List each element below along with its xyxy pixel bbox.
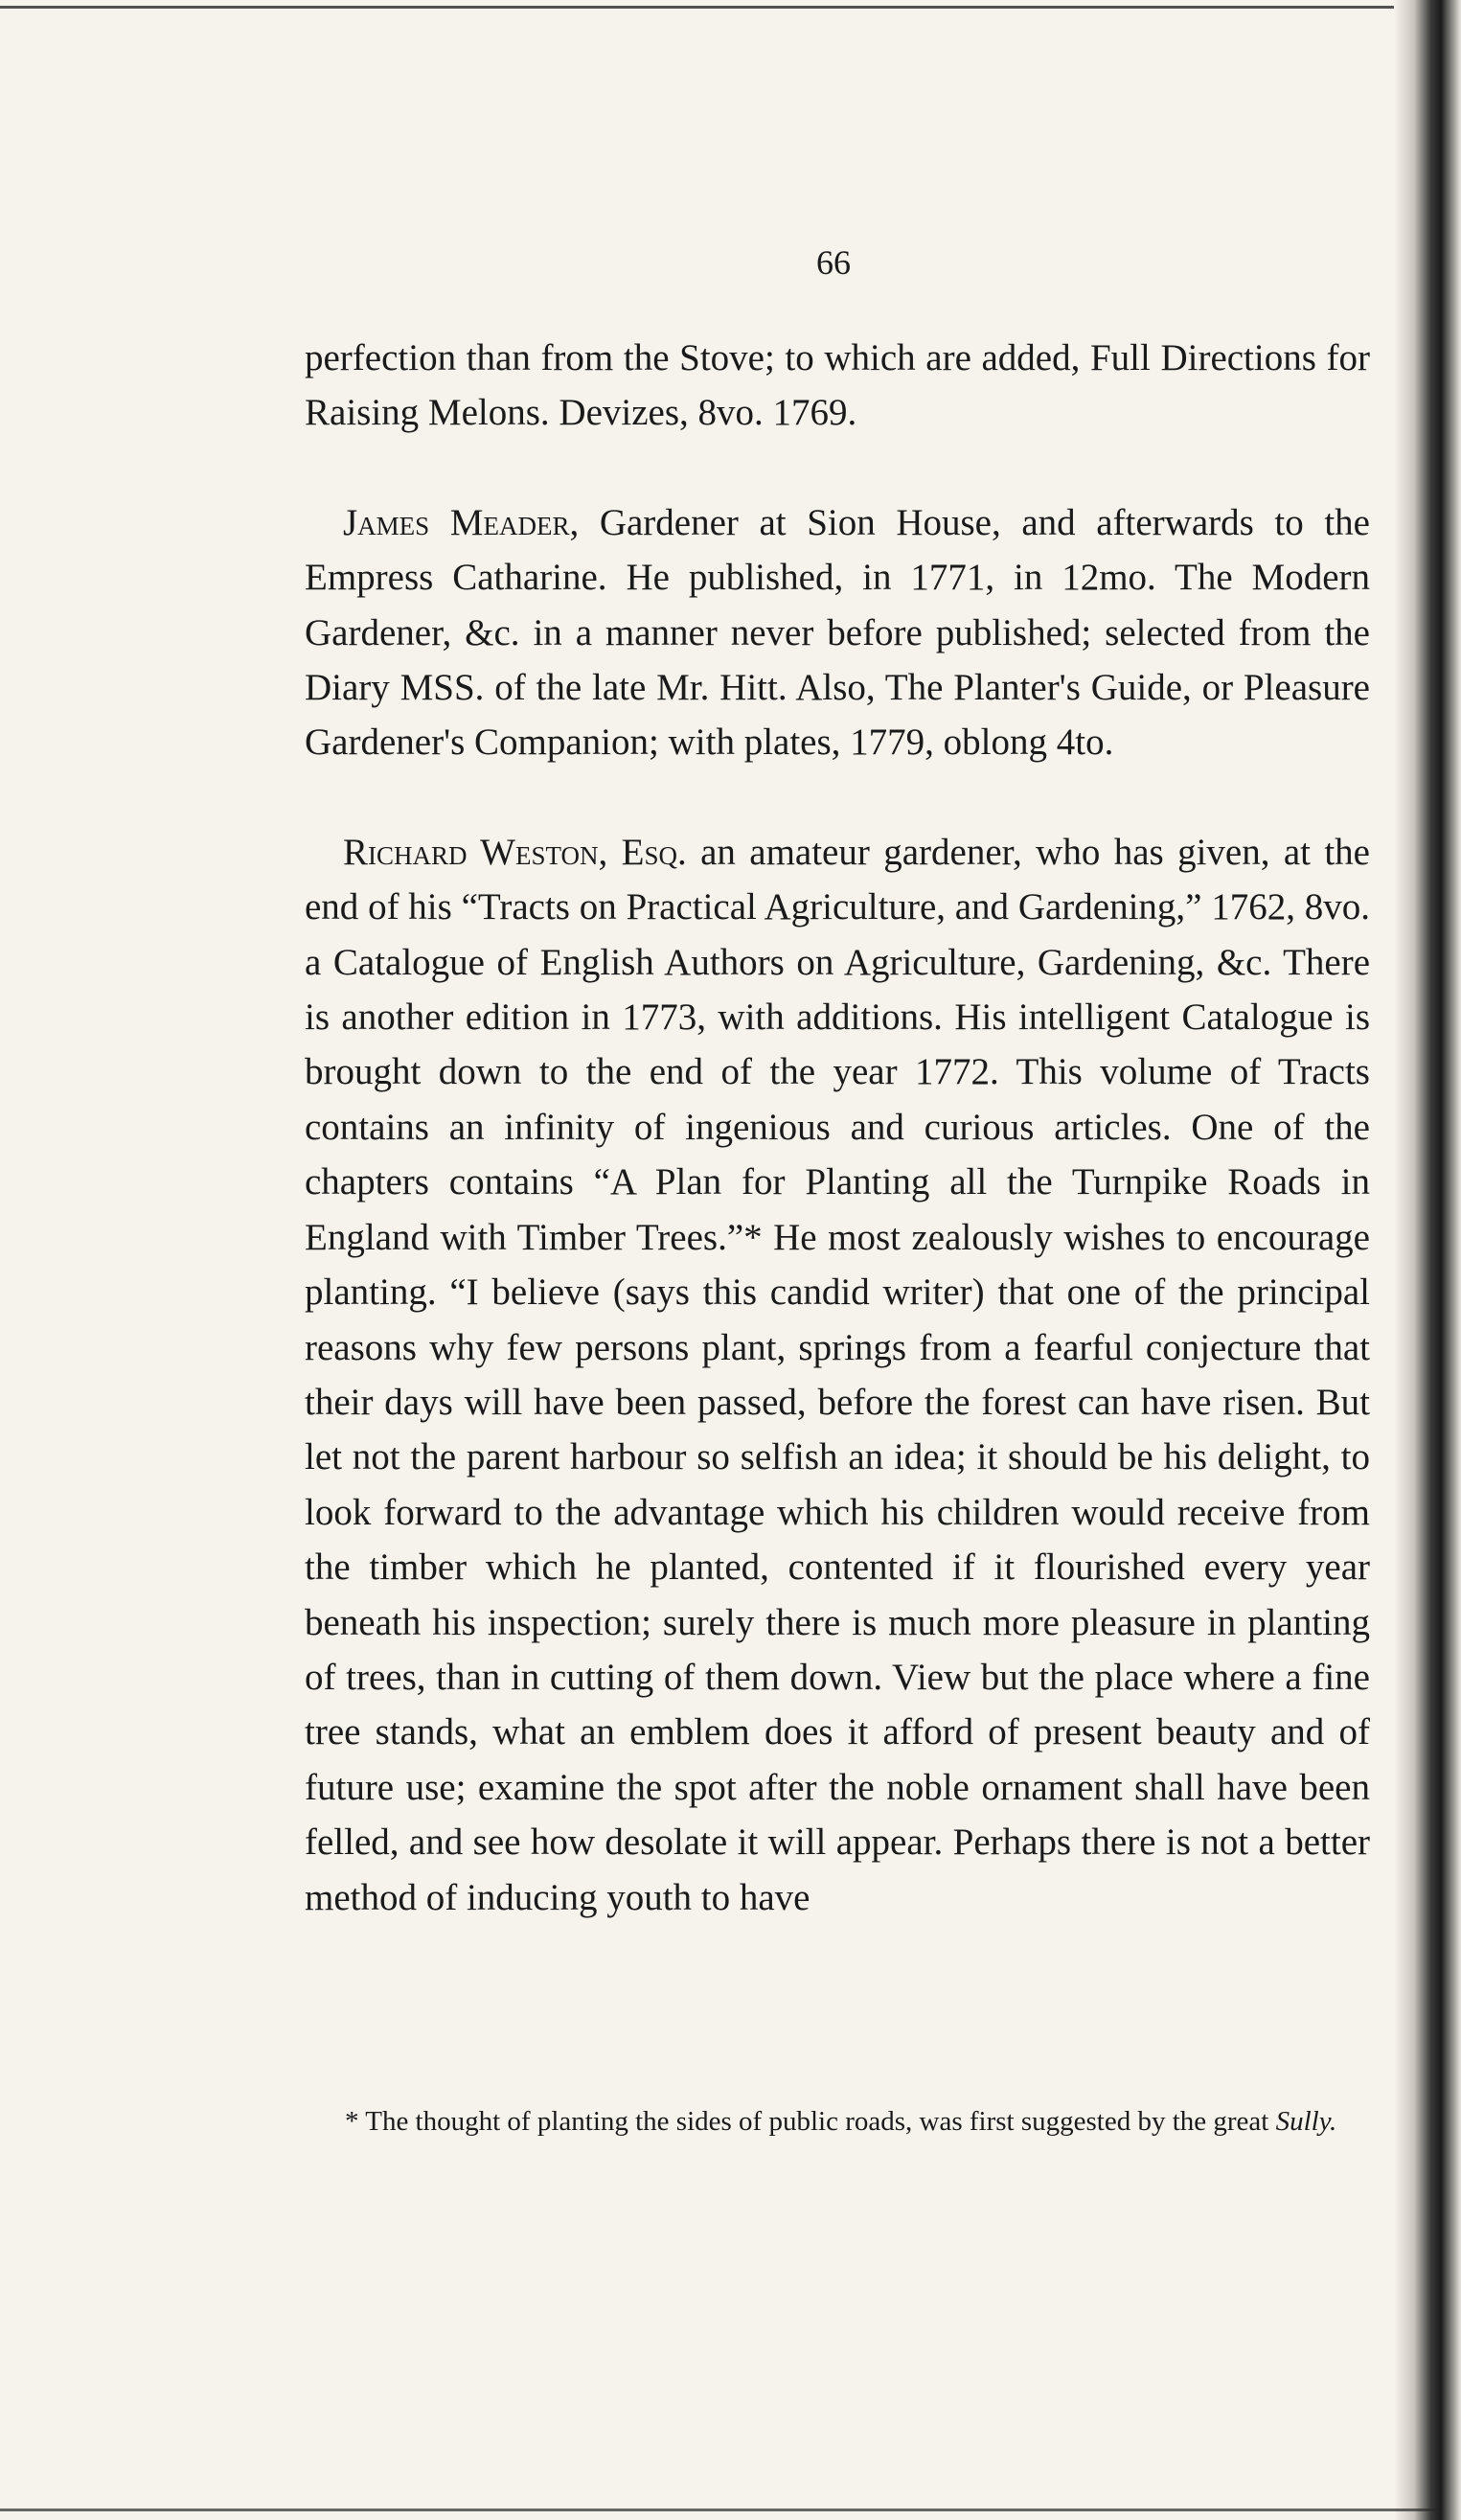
footnote-emphasis: Sully. [1275, 2106, 1337, 2137]
entry-name: Richard Weston, Esq. [343, 831, 687, 873]
entry-text: an amateur gardener, who has given, at the end of his “Tracts on Practical Agriculture, and Gardening,” 1762, 8vo. a Catalogue of English Authors on Agriculture, Gardening, &c. There is another edition in 1773, with additions. His intelligent Catalogue is brought down to the end of the year 1772. This volume of Tracts contains an infinity of ingenious and curious articles. One of the chapters contains “A Plan for Planting all the Turnpike Roads in England with Timber Trees.”* He most zealously wishes to encourage planting. “I believe (says this candid writer) that one of the principal reasons why few persons plant, springs from a fearful conjecture that their days will have been passed, before the forest can have risen. But let not the parent harbour so selfish an idea; it should be his delight, to look forward to the advantage which his children would receive from the timber which he planted, contented if it flourished every year beneath his inspection; surely there is much more pleasure in planting of trees, than in cutting of them down. View but the place where a fine tree stands, what an emblem does it afford of present beauty and of future use; examine the spot after the noble ornament shall have been felled, and see how desolate it will appear. Perhaps there is not a better method of inducing youth to have [305, 831, 1370, 1918]
entry-richard-weston [305, 825, 1370, 1925]
entry-name: James Meader, [343, 501, 580, 543]
footnote-text: * The thought of planting the sides of public roads, was first suggested by the great [345, 2106, 1276, 2137]
entry-james-meader [305, 495, 1370, 770]
footnote [305, 2101, 1370, 2142]
entry-text: Gardener at Sion House, and afterwards to the Empress Catharine. He published, in 1771, in 12mo. The Modern Gardener, &c. in a manner never before published; selected from the Diary MSS. of the late Mr. Hitt. Also, The Planter's Guide, or Pleasure Gardener's Companion; with plates, 1779, oblong 4to. [305, 501, 1370, 764]
body-text [305, 331, 1370, 1925]
page-edge-shadow [1394, 0, 1461, 2520]
top-border [0, 6, 1437, 9]
continuation-paragraph: perfection than from the Stove; to which are added, Full Directions for Raising Melons. Devizes, 8vo. 1769. [305, 337, 1370, 434]
bottom-border [0, 2509, 1437, 2511]
page-number: 66 [816, 243, 851, 282]
